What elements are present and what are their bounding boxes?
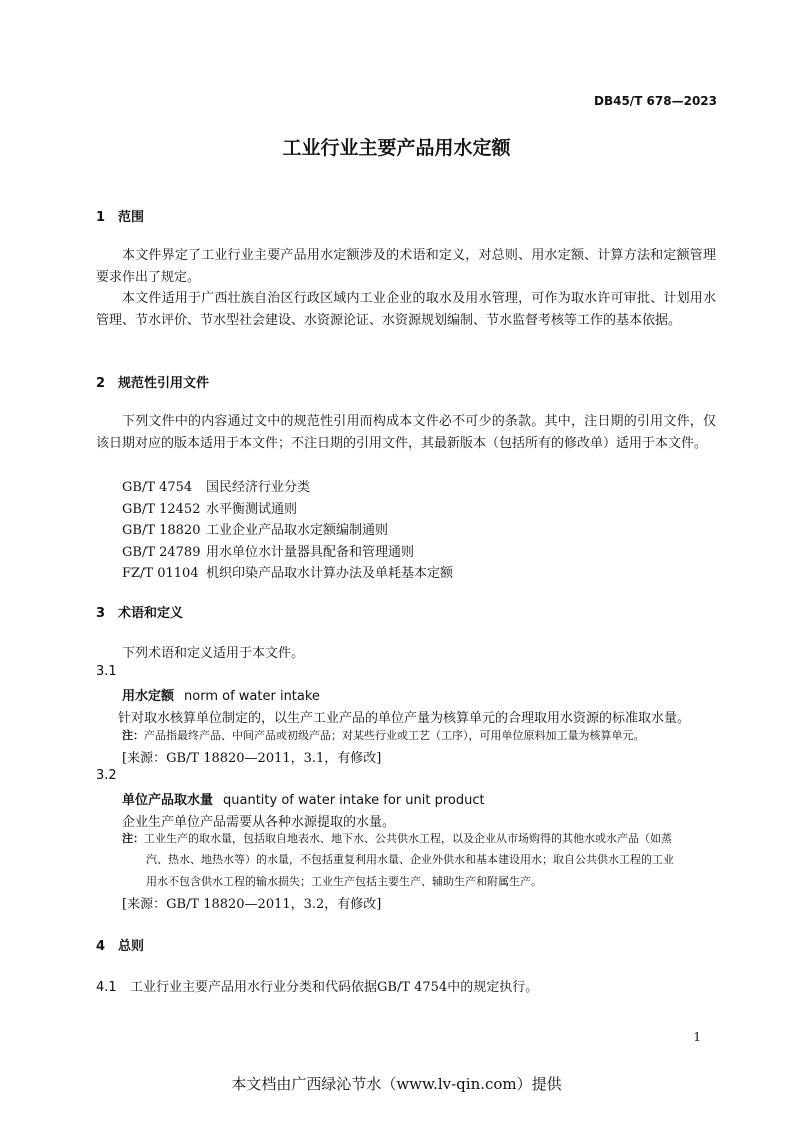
section-3-heading: [96, 602, 183, 621]
page-number: 1: [693, 1030, 701, 1044]
clause-number: 4.1: [96, 980, 117, 995]
section-number: 4: [96, 939, 106, 954]
reference-code: FZ/T 01104: [122, 566, 199, 581]
section-number: 1: [96, 210, 106, 225]
reference-code: GB/T 4754: [122, 480, 193, 495]
note-label: 注：: [122, 729, 144, 742]
term-chinese: 单位产品取水量: [122, 793, 214, 808]
section-1-heading: [96, 206, 144, 225]
section-2-heading: [96, 372, 209, 391]
footer-text: 本文档由广西绿沁节水（www.lv-qin.com）提供: [231, 1075, 562, 1093]
term-note: [122, 725, 722, 747]
reference-item: [122, 519, 388, 538]
term-definition: 针对取水核算单位制定的，以生产工业产品的单位产量为核算单元的合理取用水资源的标准取水量。: [118, 711, 691, 726]
note-text: 工业生产的取水量，包括取自地表水、地下水、公共供水工程，以及企业从市场购得的其他水或水产品（如蒸: [144, 832, 672, 845]
section-title: 总则: [118, 939, 145, 954]
note-label: 注：: [122, 832, 144, 845]
section-title: 范围: [118, 210, 145, 225]
document-code: DB45/T 678—2023: [594, 94, 717, 108]
term-note: [122, 828, 722, 850]
reference-title: 机织印染产品取水计算办法及单耗基本定额: [206, 566, 454, 581]
term-chinese: 用水定额: [122, 689, 175, 704]
term-number: 3.2: [96, 768, 117, 783]
reference-title: 国民经济行业分类: [206, 480, 311, 495]
reference-title: 工业企业产品取水定额编制通则: [206, 523, 389, 538]
term-heading: [122, 789, 485, 808]
section-title: 规范性引用文件: [118, 376, 210, 391]
note-text-continued: 用水不包含供水工程的输水损失；工业生产包括主要生产、辅助生产和附属生产。: [146, 875, 542, 888]
reference-code: GB/T 12452: [122, 502, 201, 517]
reference-item: [122, 498, 297, 517]
term-definition: 企业生产单位产品需要从各种水源提取的水量。: [122, 815, 396, 830]
section-1-paragraph-1: 本文件界定了工业行业主要产品用水定额涉及的术语和定义，对总则、用水定额、计算方法和定额管理要求作出了规定。: [96, 248, 716, 285]
section-number: 2: [96, 376, 106, 391]
note-text: 产品指最终产品、中间产品或初级产品；对某些行业或工艺（工序），可用单位原料加工量为核算单元。: [144, 729, 645, 742]
term-source: [来源：GB/T 18820—2011，3.2，有修改]: [122, 897, 382, 912]
reference-title: 用水单位水计量器具配备和管理通则: [206, 545, 415, 560]
reference-code: GB/T 24789: [122, 545, 201, 560]
reference-item: [122, 541, 414, 560]
reference-title: 水平衡测试通则: [206, 502, 298, 517]
section-1-paragraph-2: 本文件适用于广西壮族自治区行政区域内工业企业的取水及用水管理，可作为取水许可审批、计划用水管理、节水评价、节水型社会建设、水资源论证、水资源规划编制、节水监督考核等工作的基本依据。: [96, 291, 716, 328]
reference-code: GB/T 18820: [122, 523, 201, 538]
term-number: 3.1: [96, 664, 117, 679]
document-title: 工业行业主要产品用水定额: [282, 137, 511, 159]
clause-4-1: [96, 976, 538, 995]
reference-item: [122, 476, 310, 495]
reference-item: [122, 562, 453, 581]
clause-text: 工业行业主要产品用水行业分类和代码依据GB/T 4754中的规定执行。: [130, 980, 539, 995]
term-source: [来源：GB/T 18820—2011，3.1，有修改]: [122, 751, 382, 766]
section-4-heading: [96, 935, 144, 954]
note-text-continued: 汽、热水、地热水等）的水量，不包括重复利用水量、企业外供水和基本建设用水；取自公共供水工程的工业: [146, 853, 674, 866]
section-2-intro: 下列文件中的内容通过文中的规范性引用而构成本文件必不可少的条款。其中，注日期的引用文件，仅该日期对应的版本适用于本文件；不注日期的引用文件，其最新版本（包括所有的修改单）适用于本文件。: [96, 414, 716, 451]
term-heading: [122, 685, 320, 704]
section-3-intro: 下列术语和定义适用于本文件。: [122, 646, 305, 661]
section-title: 术语和定义: [118, 606, 184, 621]
section-number: 3: [96, 606, 106, 621]
term-english: quantity of water intake for unit product: [223, 793, 485, 808]
term-english: norm of water intake: [184, 689, 320, 704]
